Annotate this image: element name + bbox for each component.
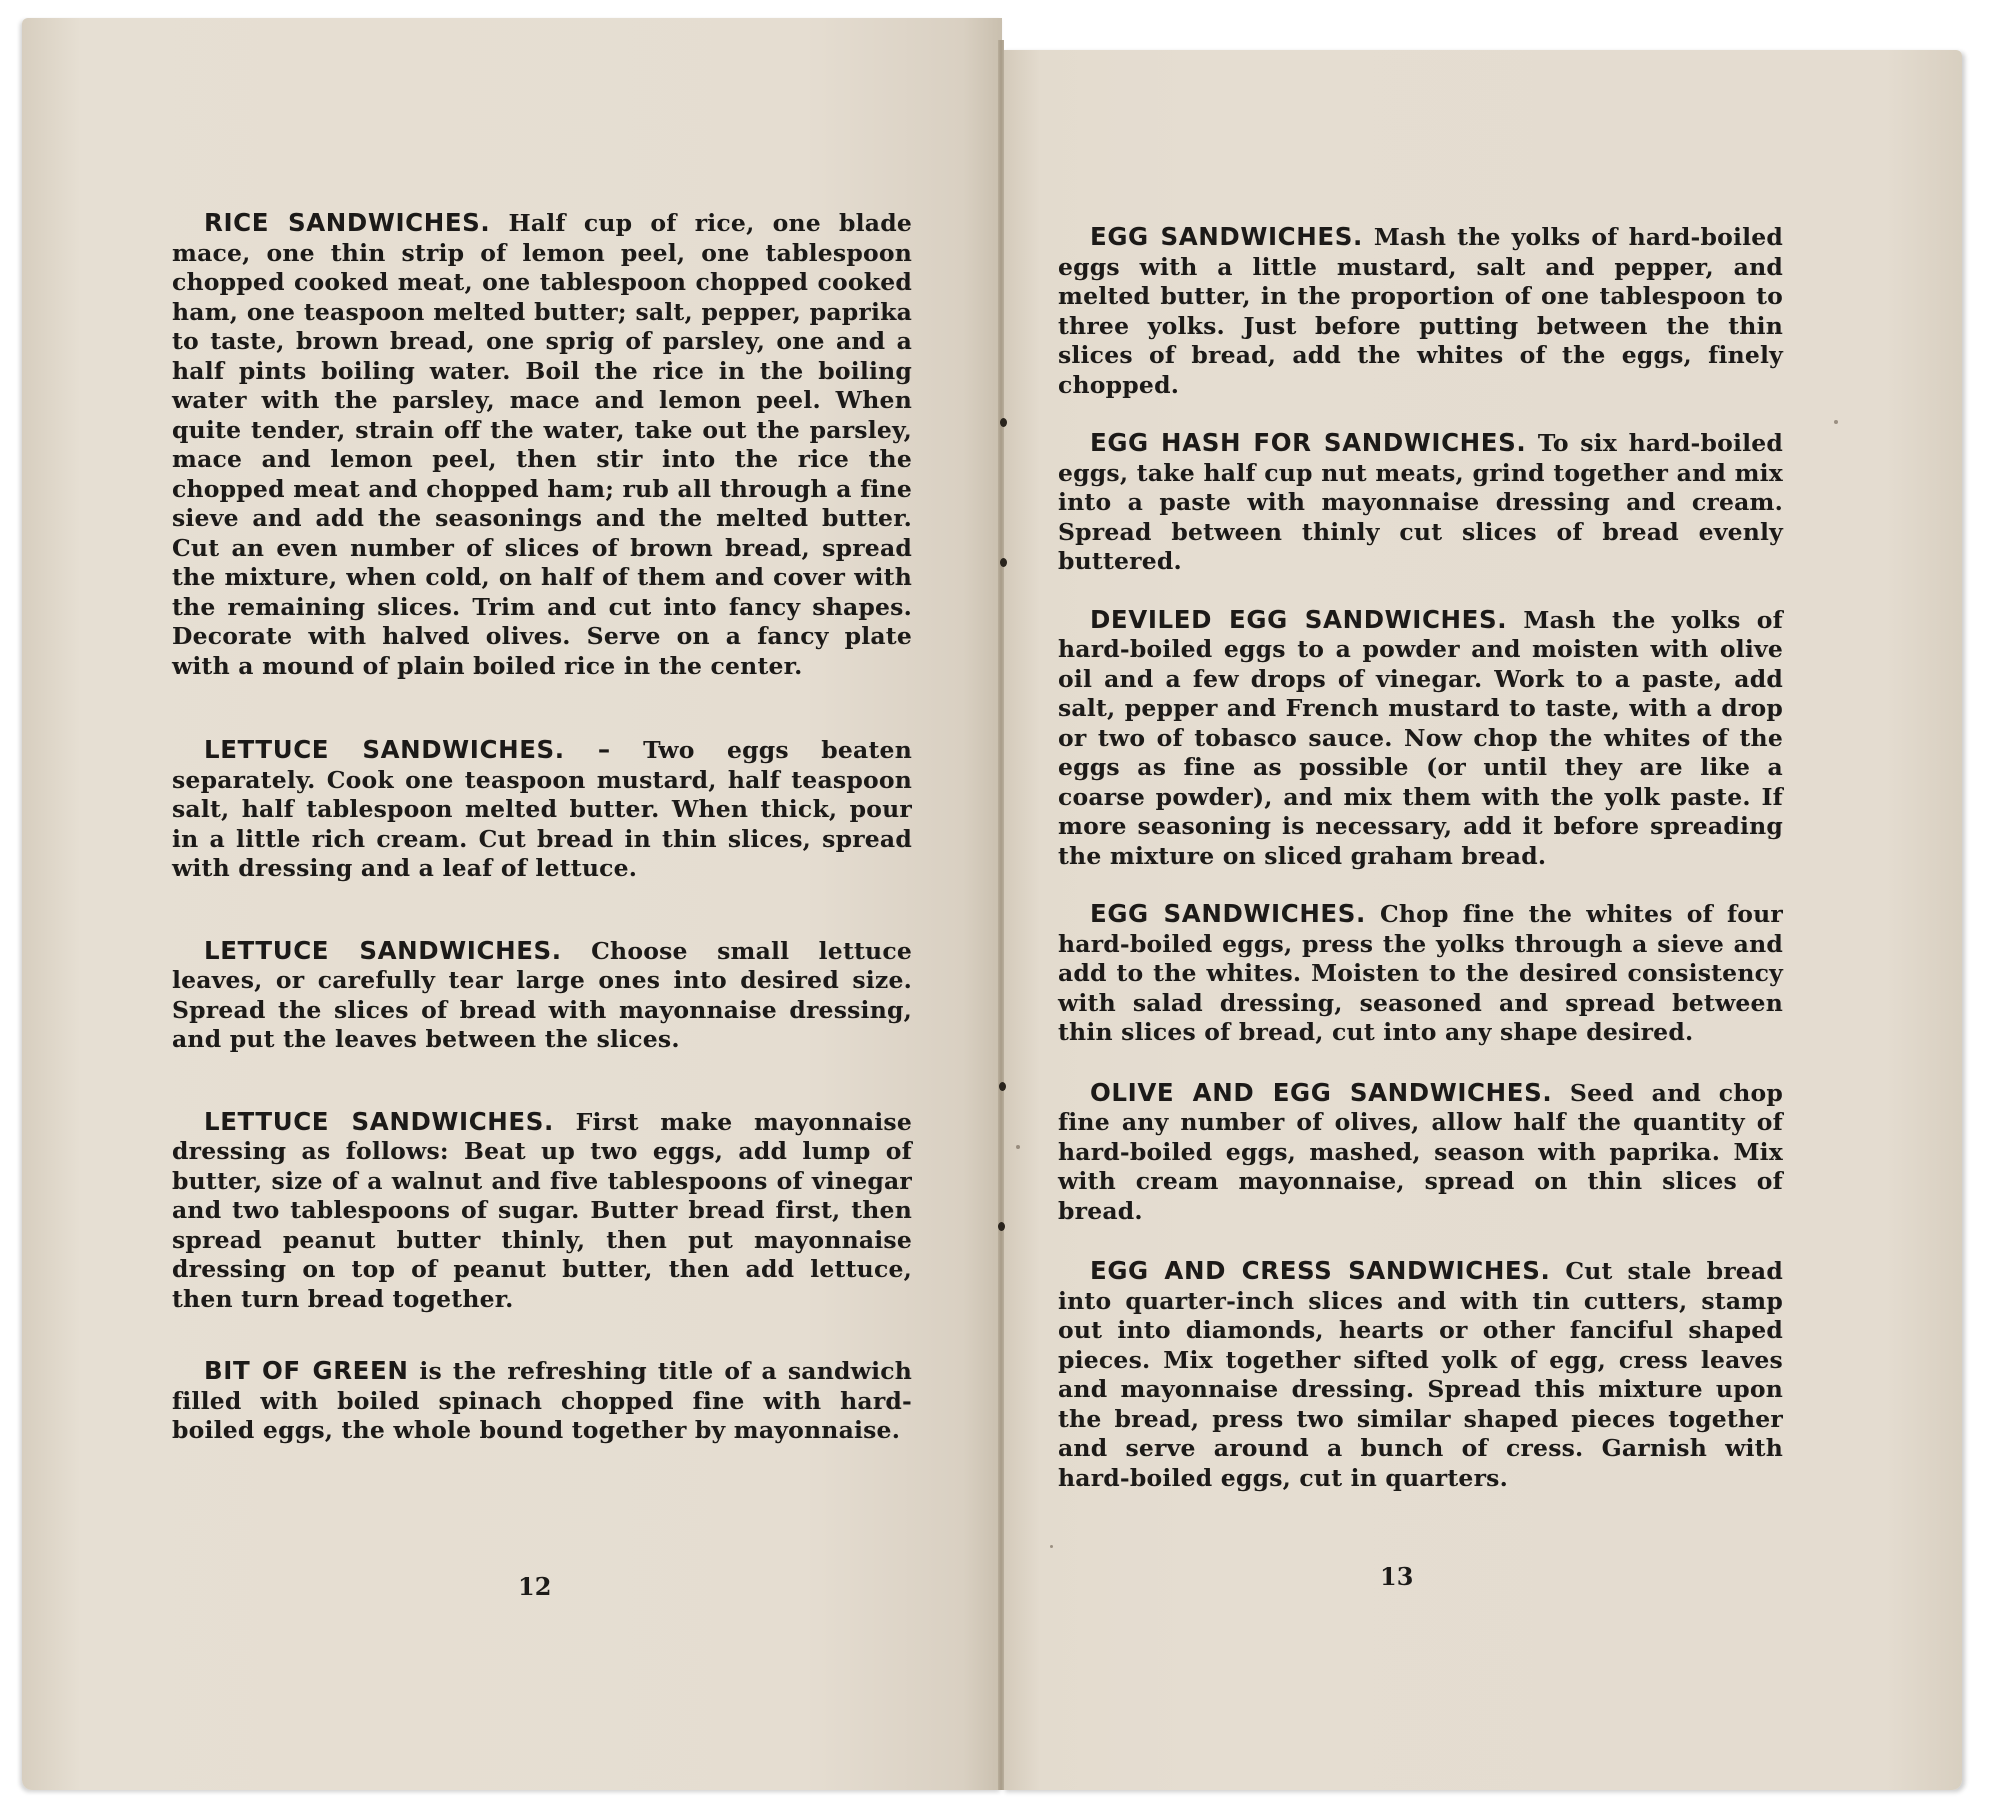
recipe-body: Two eggs beaten separately. Cook one teaspoon mustard, half teaspoon salt, half tablespoon melted butter. When thick, pour in a little rich cream. Cut bread in thin slices, spread with dressing and a leaf of lettuce. (172, 736, 912, 882)
recipe-title: EGG SANDWICHES. (1090, 899, 1366, 928)
page-number-right: 13 (1380, 1562, 1414, 1591)
recipe-lettuce-sandwiches-1 (172, 735, 912, 884)
recipe-body: Mash the yolks of hard-boiled eggs to a powder and moisten with olive oil and a few drops of vinegar. Work to a paste, add salt, pepper and French mustard to taste, with a drop or two of tobasco sauce. Now chop the whites of the eggs as fine as possible (or until they are like a coarse powder), and mix them with the yolk paste. If more seasoning is necessary, add it before spreading the mixture on sliced graham bread. (1058, 605, 1783, 870)
recipe-title: EGG SANDWICHES. (1090, 222, 1363, 251)
stitch-mark (1000, 558, 1007, 567)
recipe-body: First make mayonnaise dressing as follows: Beat up two eggs, add lump of butter, size of a walnut and five tablespoons of vinegar and two tablespoons of sugar. Butter bread first, then spread peanut butter thinly, then put mayonnaise dressing on top of peanut butter, then add lettuce, then turn bread together. (172, 1107, 912, 1313)
recipe-title: BIT OF GREEN (204, 1356, 409, 1385)
recipe-title: DEVILED EGG SANDWICHES. (1090, 604, 1508, 634)
recipe-egg-and-cress (1058, 1256, 1783, 1493)
recipe-rice-sandwiches (172, 208, 912, 681)
stitch-mark (999, 1082, 1006, 1091)
recipe-title: EGG HASH FOR SANDWICHES. (1090, 428, 1527, 457)
recipe-lettuce-sandwiches-2 (172, 936, 912, 1055)
recipe-body: Mash the yolks of hard-boiled eggs with a little mustard, salt and pepper, and melted butter, in the proportion of one tablespoon to three yolks. Just before putting between the thin slices of bread, add the whites of the eggs, finely chopped. (1058, 223, 1783, 399)
recipe-lettuce-sandwiches-3 (172, 1107, 912, 1315)
recipe-body: Chop fine the whites of four hard-boiled eggs, press the yolks through a sieve and add to the whites. Moisten to the desired consistency with salad dressing, seasoned and spread between thin slices of bread, cut into any shape desired. (1058, 900, 1784, 1046)
recipe-title: RICE SANDWICHES. (204, 208, 491, 237)
recipe-body: Half cup of rice, one blade mace, one thin strip of lemon peel, one tablespoon chopped cooked meat, one tablespoon chopped cooked ham, one teaspoon melted butter; salt, pepper, paprika to taste, brown bread, one sprig of parsley, one and a half pints boiling water. Boil the rice in the boiling water with the parsley, mace and lemon peel. When quite tender, strain off the water, take out the parsley, mace and lemon peel, then stir into the rice the chopped meat and chopped ham; rub all through a fine sieve and add the seasonings and the melted butter. Cut an even number of slices of brown bread, spread the mixture, when cold, on half of them and cover with the remaining slices. Trim and cut into fancy shapes. Decorate with halved olives. Serve on a fancy plate with a mound of plain boiled rice in the center. (172, 209, 912, 680)
recipe-bit-of-green (172, 1356, 912, 1446)
recipe-body: is the refreshing title of a sandwich filled with boiled spinach chopped fine with hard-boiled eggs, the whole bound together by mayonnaise. (172, 1357, 912, 1444)
right-page-text (1058, 222, 1783, 1493)
recipe-egg-hash (1058, 428, 1783, 577)
stitch-mark (1000, 418, 1007, 427)
recipe-title: EGG AND CRESS SANDWICHES. (1090, 1256, 1551, 1285)
recipe-body: Cut stale bread into quarter-inch slices and with tin cutters, stamp out into diamonds, hearts or other fanciful shaped pieces. Mix together sifted yolk of egg, cress leaves and mayonnaise dressing. Spread this mixture upon the bread, press two similar shaped pieces together and serve around a bunch of cress. Garnish with hard-boiled eggs, cut in quarters. (1058, 1257, 1783, 1492)
stitch-mark (998, 1222, 1005, 1231)
recipe-body: To six hard-boiled eggs, take half cup nut meats, grind together and mix into a paste with mayonnaise dressing and cream. Spread between thinly cut slices of bread evenly buttered. (1058, 429, 1783, 575)
left-page-text (172, 208, 912, 1446)
recipe-title: OLIVE AND EGG SANDWICHES. (1090, 1077, 1553, 1107)
recipe-egg-sandwiches-2 (1058, 899, 1783, 1048)
recipe-body: Choose small lettuce leaves, or carefully tear large ones into desired size. Spread the slices of bread with mayonnaise dressing, and put the leaves between the slices. (172, 936, 913, 1053)
paper-speck (1016, 1145, 1020, 1149)
booklet-spine (998, 40, 1004, 1790)
recipe-deviled-egg (1058, 605, 1783, 872)
recipe-body: Seed and chop fine any number of olives, allow half the quantity of hard-boiled eggs, mashed, season with paprika. Mix with cream mayonnaise, spread on thin slices of bread. (1058, 1078, 1783, 1225)
paper-speck (1050, 1545, 1053, 1548)
recipe-title: LETTUCE SANDWICHES. (204, 1106, 554, 1136)
page-number-left: 12 (518, 1572, 552, 1601)
paper-speck (1834, 420, 1838, 424)
recipe-title: LETTUCE SANDWICHES. – (204, 735, 611, 764)
recipe-egg-sandwiches-1 (1058, 222, 1783, 400)
recipe-olive-and-egg (1058, 1078, 1783, 1227)
recipe-title: LETTUCE SANDWICHES. (204, 935, 562, 965)
